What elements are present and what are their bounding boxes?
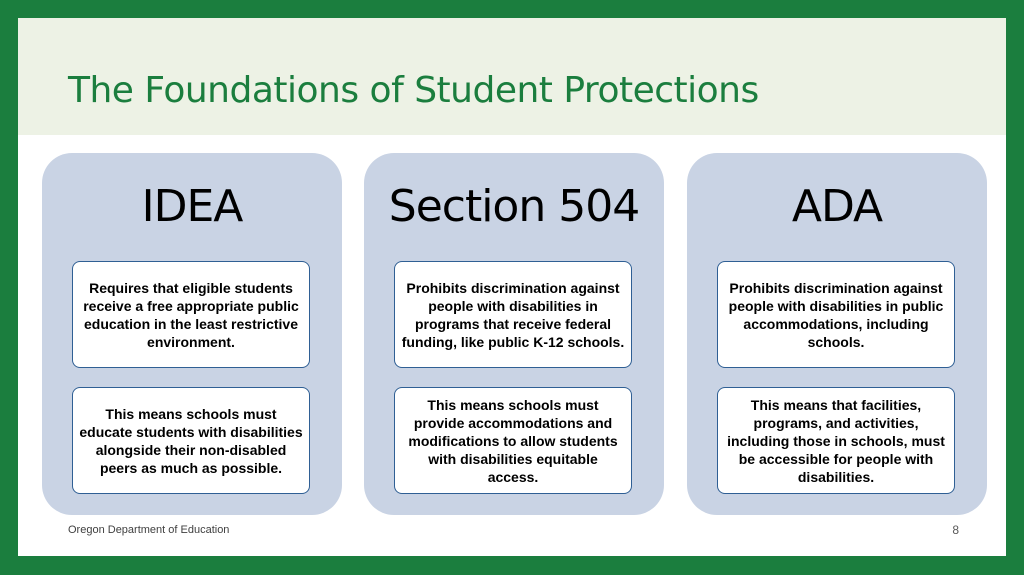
page-number: 8 [952,523,959,537]
info-card [72,261,310,368]
footer-organization: Oregon Department of Education [68,524,230,536]
column-heading: IDEA [141,181,243,232]
info-card [717,387,955,494]
info-card [394,387,632,494]
slide [18,18,1006,556]
column-ada [687,153,987,515]
column-heading: Section 504 [388,181,640,232]
column-section-504 [364,153,664,515]
info-card [717,261,955,368]
card-text: This means that facilities, programs, and activities, including those in schools, must be accessible for people with disabilities. [727,396,945,485]
column-idea [42,153,342,515]
info-card [394,261,632,368]
card-text: Prohibits discrimination against people with disabilities in programs that receive federal funding, like public K-12 schools. [401,279,625,350]
card-text: This means schools must educate students with disabilities alongside their non-disabled peers as much as possible. [79,405,303,476]
card-text: Prohibits discrimination against people with disabilities in public accommodations, including schools. [728,279,944,350]
info-card [72,387,310,494]
card-text: This means schools must provide accommodations and modifications to allow students with disabilities equitable access. [408,396,618,485]
card-text: Requires that eligible students receive a free appropriate public education in the least restrictive environment. [83,279,299,350]
column-heading: ADA [791,181,883,232]
slide-title: The Foundations of Student Protections [68,70,759,111]
